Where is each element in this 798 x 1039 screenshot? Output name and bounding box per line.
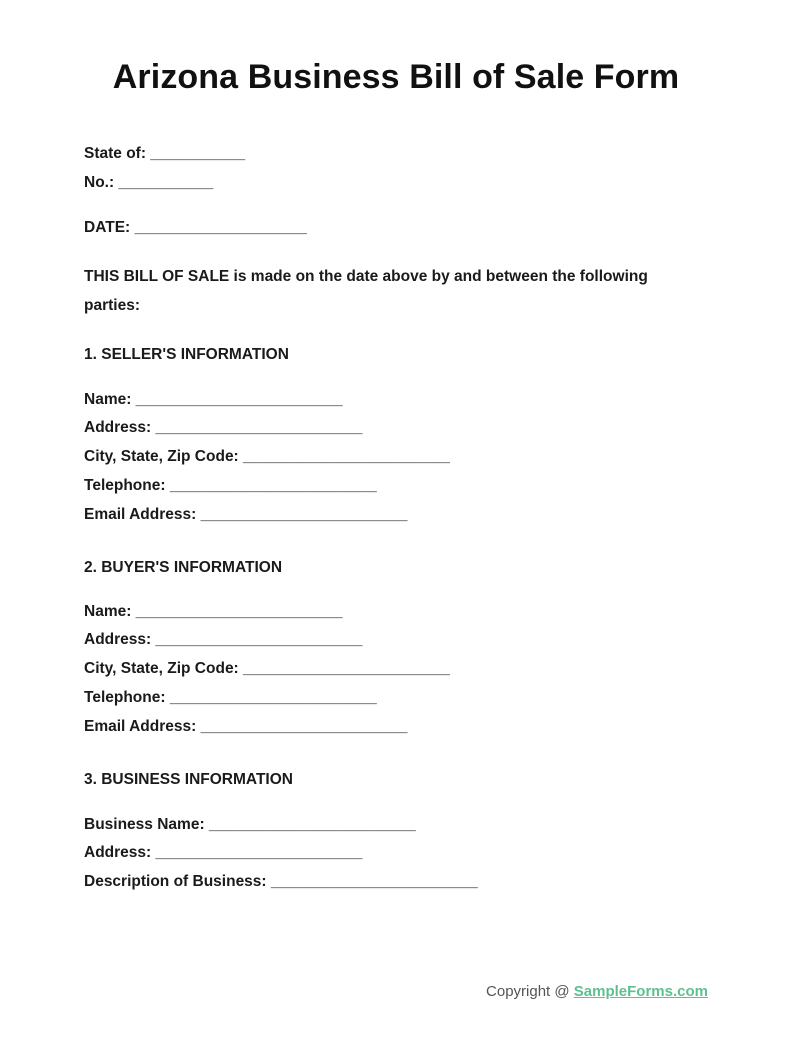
seller-name-field: Name: ________________________ (84, 391, 343, 408)
copyright-label: Copyright @ (486, 983, 574, 1000)
sampleforms-link[interactable]: SampleForms.com (573, 983, 708, 1000)
business-address-field: Address: ________________________ (84, 844, 363, 861)
business-description-field: Description of Business: ________________________ (84, 873, 478, 890)
document-title: Arizona Business Bill of Sale Form (112, 58, 680, 96)
copyright-footer (486, 983, 708, 1000)
business-section-heading: 3. BUSINESS INFORMATION (84, 771, 293, 788)
seller-email-field: Email Address: ________________________ (84, 506, 408, 523)
buyer-email-field: Email Address: ________________________ (84, 718, 408, 735)
seller-telephone-field: Telephone: ________________________ (84, 477, 377, 494)
intro-paragraph: THIS BILL OF SALE is made on the date above by and between the following parties: (84, 268, 648, 314)
buyer-city-state-zip-field: City, State, Zip Code: ________________________ (84, 660, 450, 677)
seller-section-heading: 1. SELLER'S INFORMATION (84, 346, 289, 363)
buyer-telephone-field: Telephone: ________________________ (84, 689, 377, 706)
number-field: No.: ___________ (84, 174, 214, 191)
seller-address-field: Address: ________________________ (84, 419, 363, 436)
state-of-field: State of: ___________ (84, 145, 246, 162)
business-name-field: Business Name: ________________________ (84, 816, 416, 833)
seller-city-state-zip-field: City, State, Zip Code: ________________________ (84, 448, 450, 465)
buyer-address-field: Address: ________________________ (84, 631, 363, 648)
date-field: DATE: ____________________ (84, 219, 307, 236)
buyer-section-heading: 2. BUYER'S INFORMATION (84, 559, 283, 576)
buyer-name-field: Name: ________________________ (84, 603, 343, 620)
